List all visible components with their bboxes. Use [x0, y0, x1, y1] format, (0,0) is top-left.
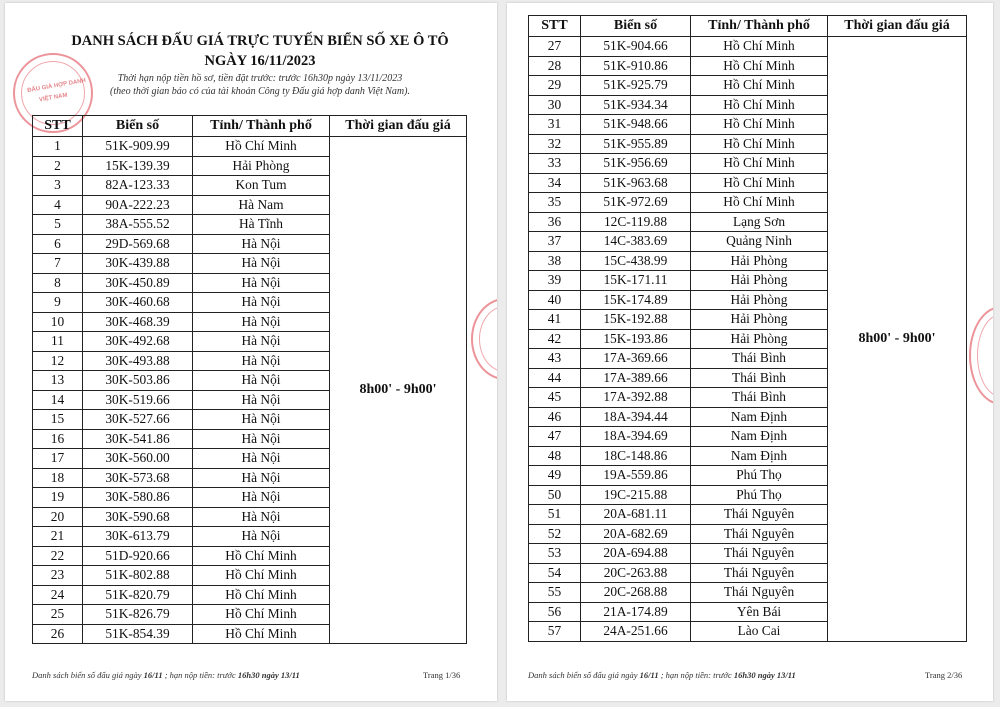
city-cell: Hà Nội: [193, 410, 330, 430]
city-cell: Thái Bình: [691, 349, 828, 369]
plate-cell: 51K-934.34: [581, 95, 691, 115]
stt-cell: 3: [33, 176, 83, 196]
table-body: [33, 137, 467, 644]
stt-cell: 55: [529, 583, 581, 603]
plate-cell: 15K-171.11: [581, 271, 691, 291]
city-cell: Hà Nội: [193, 332, 330, 352]
footer-prefix: Danh sách biển số đấu giá ngày: [528, 670, 640, 680]
plate-cell: 17A-392.88: [581, 388, 691, 408]
table-row: [529, 37, 967, 57]
plate-cell: 51K-955.89: [581, 134, 691, 154]
city-cell: Hải Phòng: [691, 290, 828, 310]
stamp-text-2: VIỆT NAM: [38, 92, 68, 104]
city-cell: Hà Nội: [193, 351, 330, 371]
city-cell: Lào Cai: [691, 622, 828, 642]
stt-cell: 12: [33, 351, 83, 371]
stt-cell: 47: [529, 427, 581, 447]
city-cell: Thái Nguyên: [691, 583, 828, 603]
header-plate: Biển số: [83, 116, 193, 137]
stt-cell: 48: [529, 446, 581, 466]
stt-cell: 17: [33, 449, 83, 469]
stt-cell: 22: [33, 546, 83, 566]
auction-time-cell: 8h00' - 9h00': [330, 137, 467, 644]
plate-cell: 51K-826.79: [83, 605, 193, 625]
stt-cell: 56: [529, 602, 581, 622]
page-footer: [528, 670, 796, 680]
stt-cell: 23: [33, 566, 83, 586]
city-cell: Thái Bình: [691, 368, 828, 388]
city-cell: Hồ Chí Minh: [691, 95, 828, 115]
title-line-1: DANH SÁCH ĐẤU GIÁ TRỰC TUYẾN BIỂN SỐ XE Ô TÔ: [71, 33, 449, 49]
city-cell: Thái Nguyên: [691, 563, 828, 583]
stt-cell: 16: [33, 429, 83, 449]
city-cell: Hồ Chí Minh: [691, 37, 828, 57]
plate-cell: 18A-394.69: [581, 427, 691, 447]
city-cell: Hải Phòng: [691, 251, 828, 271]
page-number: Trang 1/36: [423, 670, 461, 680]
document-page-1: [5, 3, 497, 701]
stt-cell: 45: [529, 388, 581, 408]
header-city: Tỉnh/ Thành phố: [193, 116, 330, 137]
stt-cell: 52: [529, 524, 581, 544]
city-cell: Hà Nội: [193, 234, 330, 254]
plate-cell: 51K-956.69: [581, 154, 691, 174]
city-cell: Hồ Chí Minh: [691, 76, 828, 96]
plate-cell: 51K-925.79: [581, 76, 691, 96]
stt-cell: 8: [33, 273, 83, 293]
stt-cell: 57: [529, 622, 581, 642]
stt-cell: 44: [529, 368, 581, 388]
document-page-2: [507, 3, 993, 701]
city-cell: Hồ Chí Minh: [691, 134, 828, 154]
plate-cell: 51K-963.68: [581, 173, 691, 193]
stt-cell: 33: [529, 154, 581, 174]
stt-cell: 51: [529, 505, 581, 525]
stt-cell: 1: [33, 137, 83, 157]
plate-cell: 30K-468.39: [83, 312, 193, 332]
city-cell: Hà Nội: [193, 429, 330, 449]
plate-cell: 30K-590.68: [83, 507, 193, 527]
city-cell: Hà Nội: [193, 254, 330, 274]
footer-mid: ; hạn nộp tiền: trước: [658, 670, 734, 680]
stt-cell: 40: [529, 290, 581, 310]
plate-cell: 30K-541.86: [83, 429, 193, 449]
stt-cell: 49: [529, 466, 581, 486]
header-time: Thời gian đấu giá: [828, 16, 967, 37]
city-cell: Hà Nội: [193, 371, 330, 391]
plate-cell: 29D-569.68: [83, 234, 193, 254]
plate-cell: 51K-972.69: [581, 193, 691, 213]
city-cell: Hà Nội: [193, 468, 330, 488]
plate-cell: 30K-580.86: [83, 488, 193, 508]
city-cell: Thái Nguyên: [691, 544, 828, 564]
plate-cell: 30K-503.86: [83, 371, 193, 391]
plate-cell: 30K-439.88: [83, 254, 193, 274]
plate-cell: 51K-948.66: [581, 115, 691, 135]
stt-cell: 26: [33, 624, 83, 644]
plate-cell: 51K-909.99: [83, 137, 193, 157]
footer-deadline: 16h30 ngày 13/11: [237, 670, 300, 680]
page-number: Trang 2/36: [925, 670, 963, 680]
stt-cell: 43: [529, 349, 581, 369]
plate-cell: 20A-694.88: [581, 544, 691, 564]
city-cell: Hồ Chí Minh: [691, 173, 828, 193]
stt-cell: 32: [529, 134, 581, 154]
stt-cell: 25: [33, 605, 83, 625]
plate-cell: 18A-394.44: [581, 407, 691, 427]
stt-cell: 31: [529, 115, 581, 135]
page-footer: [32, 670, 300, 680]
plate-cell: 15K-193.86: [581, 329, 691, 349]
stt-cell: 54: [529, 563, 581, 583]
city-cell: Hà Nội: [193, 293, 330, 313]
plate-cell: 30K-460.68: [83, 293, 193, 313]
plate-cell: 15C-438.99: [581, 251, 691, 271]
footer-deadline: 16h30 ngày 13/11: [733, 670, 796, 680]
plate-cell: 15K-192.88: [581, 310, 691, 330]
stt-cell: 4: [33, 195, 83, 215]
plate-cell: 30K-519.66: [83, 390, 193, 410]
seam-stamp-icon: [969, 306, 993, 405]
plate-cell: 51K-904.66: [581, 37, 691, 57]
stt-cell: 28: [529, 56, 581, 76]
plate-cell: 30K-613.79: [83, 527, 193, 547]
city-cell: Nam Định: [691, 427, 828, 447]
stt-cell: 30: [529, 95, 581, 115]
auction-time-cell: 8h00' - 9h00': [828, 37, 967, 642]
city-cell: Nam Định: [691, 446, 828, 466]
stt-cell: 7: [33, 254, 83, 274]
plate-cell: 51K-820.79: [83, 585, 193, 605]
plate-cell: 15K-174.89: [581, 290, 691, 310]
city-cell: Hà Tĩnh: [193, 215, 330, 235]
city-cell: Hải Phòng: [691, 310, 828, 330]
stt-cell: 36: [529, 212, 581, 232]
stt-cell: 39: [529, 271, 581, 291]
plate-cell: 51K-854.39: [83, 624, 193, 644]
plate-cell: 14C-383.69: [581, 232, 691, 252]
plate-table-page-2: [528, 15, 967, 642]
plate-cell: 51D-920.66: [83, 546, 193, 566]
header-stt: STT: [529, 16, 581, 37]
city-cell: Hà Nội: [193, 312, 330, 332]
city-cell: Hải Phòng: [691, 329, 828, 349]
city-cell: Hồ Chí Minh: [691, 193, 828, 213]
plate-cell: 20A-682.69: [581, 524, 691, 544]
stt-cell: 29: [529, 76, 581, 96]
city-cell: Nam Định: [691, 407, 828, 427]
city-cell: Hồ Chí Minh: [193, 624, 330, 644]
city-cell: Hồ Chí Minh: [691, 115, 828, 135]
city-cell: Thái Nguyên: [691, 524, 828, 544]
plate-cell: 30K-493.88: [83, 351, 193, 371]
stt-cell: 6: [33, 234, 83, 254]
plate-cell: 20C-263.88: [581, 563, 691, 583]
plate-cell: 20C-268.88: [581, 583, 691, 603]
plate-cell: 15K-139.39: [83, 156, 193, 176]
document-title: [25, 31, 495, 71]
stt-cell: 41: [529, 310, 581, 330]
stt-cell: 24: [33, 585, 83, 605]
city-cell: Yên Bái: [691, 602, 828, 622]
header-stt: STT: [33, 116, 83, 137]
city-cell: Hồ Chí Minh: [691, 56, 828, 76]
deadline-note: [25, 72, 495, 98]
plate-cell: 12C-119.88: [581, 212, 691, 232]
plate-cell: 51K-802.88: [83, 566, 193, 586]
city-cell: Hà Nội: [193, 390, 330, 410]
plate-cell: 30K-492.68: [83, 332, 193, 352]
city-cell: Hà Nam: [193, 195, 330, 215]
stt-cell: 11: [33, 332, 83, 352]
stt-cell: 42: [529, 329, 581, 349]
plate-table-page-1: [32, 115, 467, 644]
city-cell: Hồ Chí Minh: [193, 566, 330, 586]
stt-cell: 27: [529, 37, 581, 57]
city-cell: Hải Phòng: [691, 271, 828, 291]
note-line-1: Thời hạn nộp tiền hồ sơ, tiền đặt trước: trước 16h30p ngày 13/11/2023: [117, 73, 403, 84]
city-cell: Hà Nội: [193, 527, 330, 547]
plate-cell: 24A-251.66: [581, 622, 691, 642]
stamp-text: ĐẤU GIÁ HỢP DANH: [26, 77, 87, 95]
stt-cell: 21: [33, 527, 83, 547]
city-cell: Quảng Ninh: [691, 232, 828, 252]
plate-cell: 82A-123.33: [83, 176, 193, 196]
city-cell: Hà Nội: [193, 273, 330, 293]
city-cell: Hà Nội: [193, 488, 330, 508]
stt-cell: 18: [33, 468, 83, 488]
city-cell: Lạng Sơn: [691, 212, 828, 232]
footer-date: 16/11: [639, 670, 659, 680]
plate-cell: 19A-559.86: [581, 466, 691, 486]
table-body: [529, 37, 967, 642]
table-header-row: [529, 16, 967, 37]
plate-cell: 30K-527.66: [83, 410, 193, 430]
footer-date: 16/11: [143, 670, 163, 680]
city-cell: Phú Thọ: [691, 485, 828, 505]
plate-cell: 19C-215.88: [581, 485, 691, 505]
table-row: [33, 137, 467, 157]
plate-cell: 30K-450.89: [83, 273, 193, 293]
stt-cell: 2: [33, 156, 83, 176]
stt-cell: 19: [33, 488, 83, 508]
footer-mid: ; hạn nộp tiền: trước: [162, 670, 238, 680]
stt-cell: 38: [529, 251, 581, 271]
stt-cell: 9: [33, 293, 83, 313]
city-cell: Kon Tum: [193, 176, 330, 196]
footer-prefix: Danh sách biển số đấu giá ngày: [32, 670, 144, 680]
city-cell: Hồ Chí Minh: [691, 154, 828, 174]
city-cell: Hà Nội: [193, 507, 330, 527]
city-cell: Hồ Chí Minh: [193, 585, 330, 605]
stt-cell: 35: [529, 193, 581, 213]
city-cell: Hà Nội: [193, 449, 330, 469]
plate-cell: 17A-369.66: [581, 349, 691, 369]
note-line-2: (theo thời gian báo có của tài khoản Công ty Đấu giá hợp danh Việt Nam).: [110, 86, 410, 97]
stt-cell: 10: [33, 312, 83, 332]
stt-cell: 13: [33, 371, 83, 391]
plate-cell: 30K-560.00: [83, 449, 193, 469]
plate-cell: 30K-573.68: [83, 468, 193, 488]
city-cell: Thái Nguyên: [691, 505, 828, 525]
city-cell: Hồ Chí Minh: [193, 137, 330, 157]
city-cell: Hải Phòng: [193, 156, 330, 176]
city-cell: Phú Thọ: [691, 466, 828, 486]
stt-cell: 15: [33, 410, 83, 430]
city-cell: Hồ Chí Minh: [193, 546, 330, 566]
plate-cell: 90A-222.23: [83, 195, 193, 215]
plate-cell: 18C-148.86: [581, 446, 691, 466]
plate-cell: 21A-174.89: [581, 602, 691, 622]
title-line-2: NGÀY 16/11/2023: [204, 53, 316, 69]
stt-cell: 34: [529, 173, 581, 193]
seam-stamp-icon: [471, 298, 497, 380]
plate-cell: 20A-681.11: [581, 505, 691, 525]
plate-cell: 38A-555.52: [83, 215, 193, 235]
stt-cell: 5: [33, 215, 83, 235]
stt-cell: 53: [529, 544, 581, 564]
city-cell: Thái Bình: [691, 388, 828, 408]
city-cell: Hồ Chí Minh: [193, 605, 330, 625]
header-plate: Biển số: [581, 16, 691, 37]
header-time: Thời gian đấu giá: [330, 116, 467, 137]
stt-cell: 50: [529, 485, 581, 505]
plate-cell: 51K-910.86: [581, 56, 691, 76]
stt-cell: 37: [529, 232, 581, 252]
table-header-row: [33, 116, 467, 137]
stt-cell: 14: [33, 390, 83, 410]
stt-cell: 46: [529, 407, 581, 427]
header-city: Tỉnh/ Thành phố: [691, 16, 828, 37]
stt-cell: 20: [33, 507, 83, 527]
plate-cell: 17A-389.66: [581, 368, 691, 388]
